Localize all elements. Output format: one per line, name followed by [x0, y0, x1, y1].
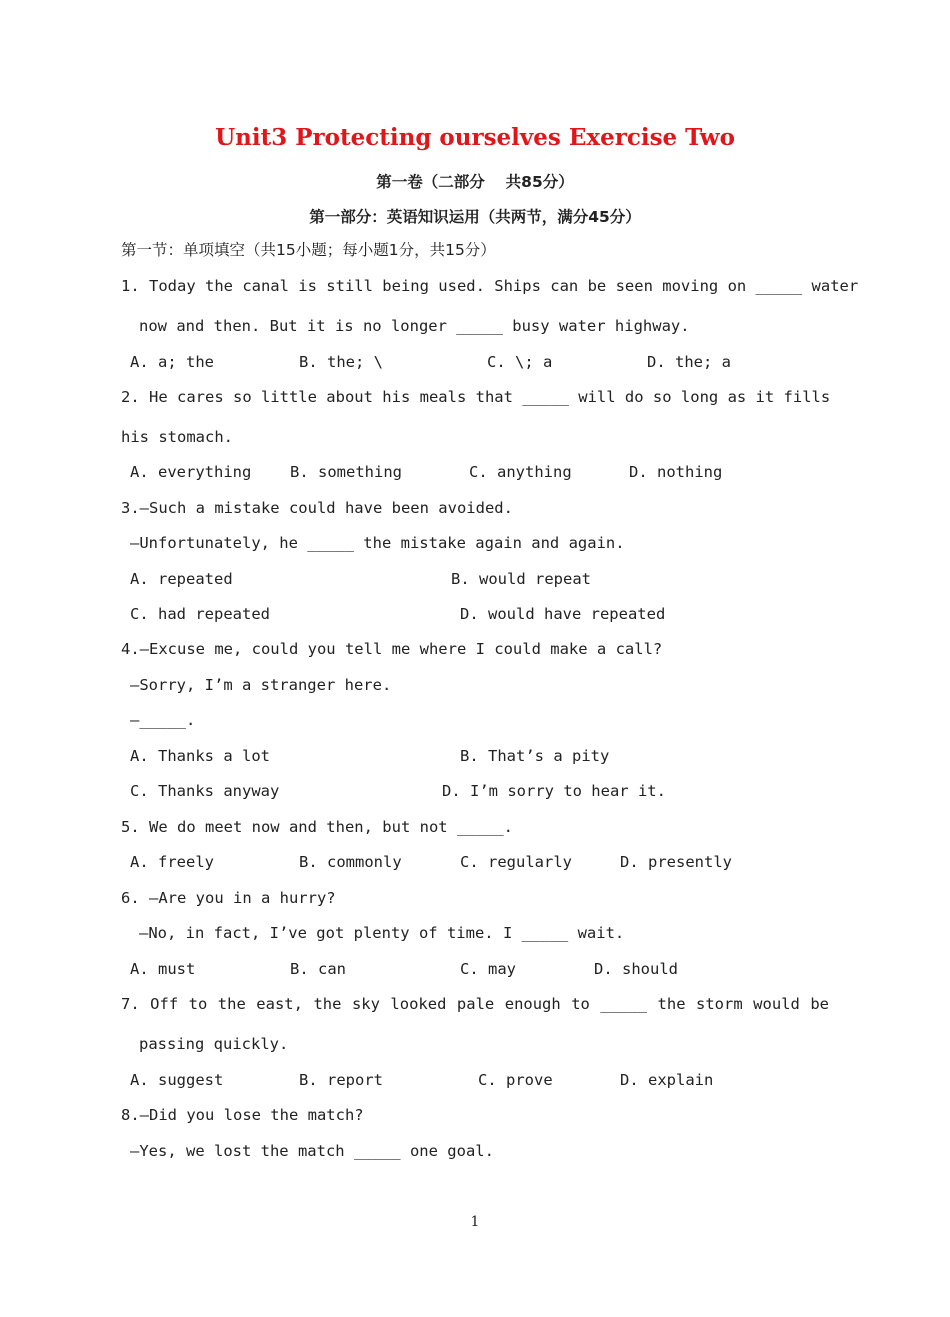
question-5-line-1: 5. We do meet now and then, but not _____. [121, 818, 513, 836]
question-1-line-2: now and then. But it is no longer _____ busy water highway. [139, 317, 690, 335]
q7-option-b: B. report [299, 1071, 383, 1089]
q3-option-c: C. had repeated [130, 605, 270, 623]
q2-option-b: B. something [290, 463, 402, 481]
q4-option-d: D. I’m sorry to hear it. [442, 782, 666, 800]
q4-option-a: A. Thanks a lot [130, 747, 270, 765]
q2-option-d: D. nothing [629, 463, 723, 481]
q6-option-b: B. can [290, 960, 346, 978]
question-8-line-2: —Yes, we lost the match _____ one goal. [130, 1142, 494, 1160]
q2-option-a: A. everything [130, 463, 252, 481]
q7-option-c: C. prove [478, 1071, 553, 1089]
q5-option-d: D. presently [620, 853, 732, 871]
question-8-line-1: 8.—Did you lose the match? [121, 1106, 364, 1124]
question-3-line-2: —Unfortunately, he _____ the mistake again and again. [130, 534, 625, 552]
q5-option-b: B. commonly [299, 853, 402, 871]
q5-option-c: C. regularly [460, 853, 572, 871]
part-heading: 第一部分：英语知识运用（共两节，满分45分） [309, 208, 641, 226]
question-2-line-1: 2. He cares so little about his meals that _____ will do so long as it fills [121, 388, 831, 406]
question-3-line-1: 3.—Such a mistake could have been avoided. [121, 499, 513, 517]
q2-option-c: C. anything [469, 463, 572, 481]
q1-option-a: A. a; the [130, 353, 214, 371]
q4-option-c: C. Thanks anyway [130, 782, 280, 800]
q1-option-d: D. the; a [647, 353, 731, 371]
question-6-line-2: —No, in fact, I’ve got plenty of time. I _____ wait. [139, 924, 625, 942]
page-number: 1 [470, 1214, 480, 1230]
q1-option-c: C. \; a [487, 353, 553, 371]
q3-option-a: A. repeated [130, 570, 233, 588]
question-2-line-2: his stomach. [121, 428, 233, 446]
q6-option-c: C. may [460, 960, 516, 978]
q7-option-d: D. explain [620, 1071, 714, 1089]
q7-option-a: A. suggest [130, 1071, 224, 1089]
volume-heading: 第一卷（二部分 共85分） [376, 173, 574, 191]
q4-option-b: B. That’s a pity [460, 747, 610, 765]
question-6-line-1: 6. —Are you in a hurry? [121, 889, 336, 907]
q5-option-a: A. freely [130, 853, 214, 871]
section-heading: 第一节：单项填空（共15小题；每小题1分，共15分） [121, 241, 496, 259]
question-7-line-1: 7. Off to the east, the sky looked pale enough to _____ the storm would be [121, 995, 829, 1013]
question-7-line-2: passing quickly. [139, 1035, 289, 1053]
question-4-line-3: —_____. [130, 711, 196, 729]
document-title: Unit3 Protecting ourselves Exercise Two [215, 124, 735, 151]
q3-option-b: B. would repeat [451, 570, 591, 588]
q6-option-d: D. should [594, 960, 678, 978]
q1-option-b: B. the; \ [299, 353, 383, 371]
q6-option-a: A. must [130, 960, 196, 978]
question-1-line-1: 1. Today the canal is still being used. Ships can be seen moving on _____ water [121, 277, 859, 295]
question-4-line-2: —Sorry, I’m a stranger here. [130, 676, 392, 694]
q3-option-d: D. would have repeated [460, 605, 666, 623]
question-4-line-1: 4.—Excuse me, could you tell me where I could make a call? [121, 640, 663, 658]
